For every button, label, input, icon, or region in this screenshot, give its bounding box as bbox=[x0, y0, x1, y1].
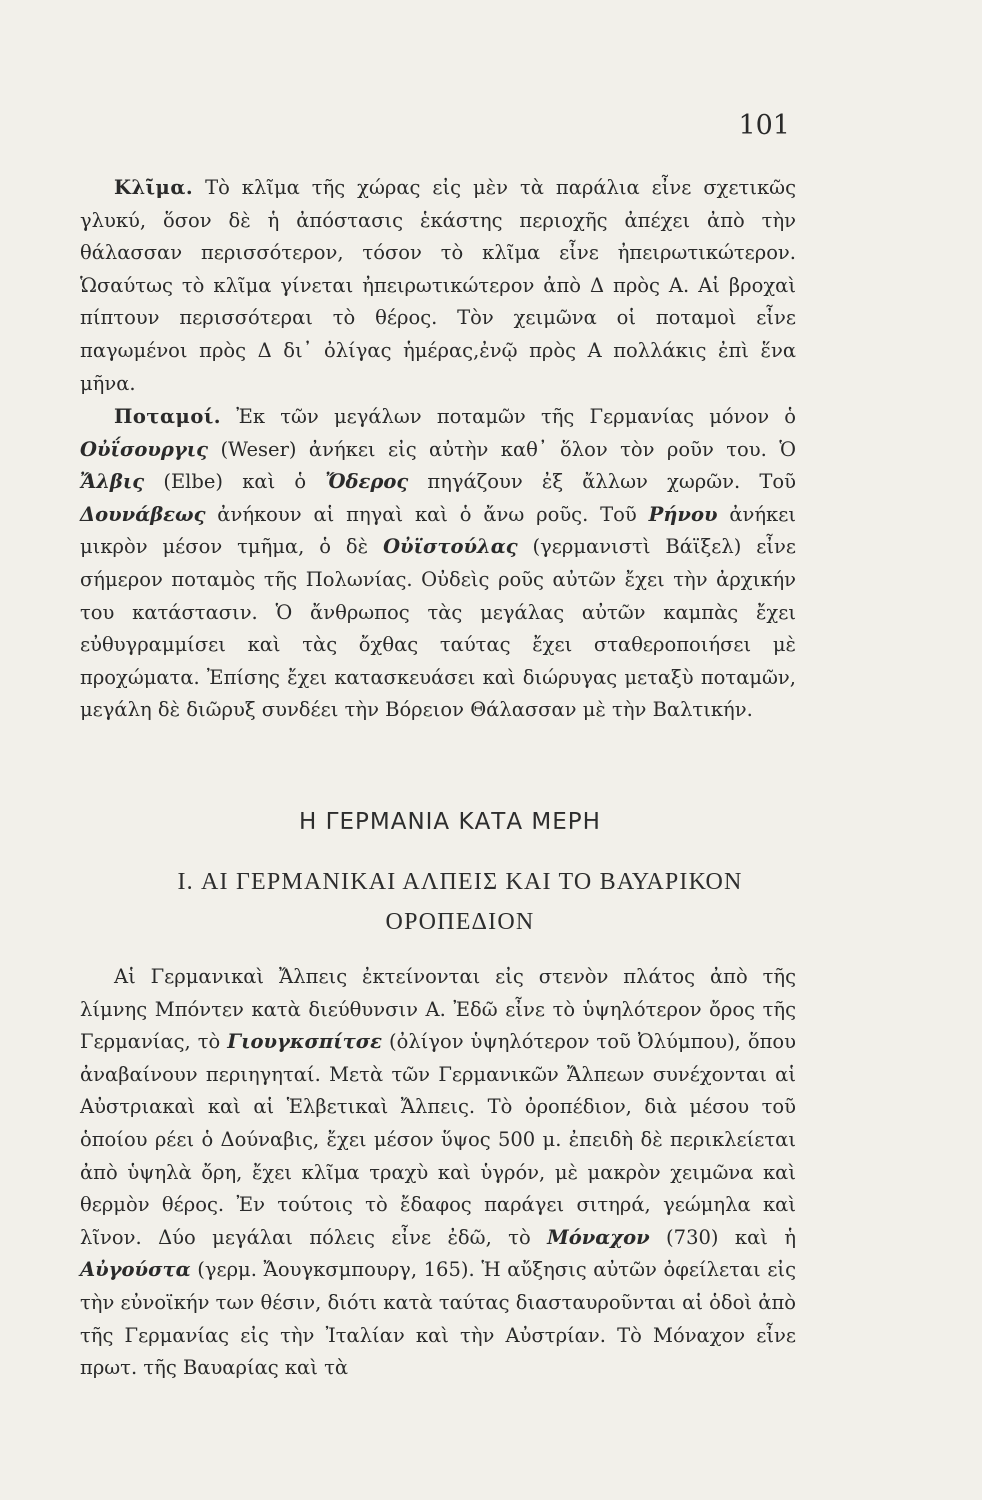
paragraph-lead-klima: Κλῖμα. bbox=[114, 176, 194, 199]
river-name-oder: Ὄδερος bbox=[325, 470, 409, 494]
paragraph-potamoi bbox=[80, 401, 796, 727]
text-run: (Elbe) καὶ ὁ bbox=[144, 470, 326, 494]
city-name-augsburg: Αὐγούστα bbox=[80, 1258, 191, 1282]
text-run: (ὀλίγον ὑψηλότερον τοῦ Ὀλύμπου), ὅπου ἀναβαίνουν περιηγηταί. Μετὰ τῶν Γερμανικῶν Ἄλπεων συνέχονται αἱ Αὐστριακαὶ καὶ αἱ Ἑλβετικαὶ Ἄλπεις. Τὸ ὀροπέδιον, διὰ μέσου τοῦ ὁποίου ρέει ὁ Δούναβις, ἔχει μέσον ὕψος 500 μ. ἐπειδὴ δὲ περικλείεται ἀπὸ ὑψηλὰ ὄρη, ἔχει κλῖμα τραχὺ καὶ ὑγρόν, μὲ μακρὸν χειμῶνα καὶ θερμὸν θέρος. Ἐν τούτοις τὸ ἔδαφος παράγει σιτηρά, γεώμηλα καὶ λῖνον. Δύο μεγάλαι πόλεις εἶνε ἐδῶ, τὸ bbox=[80, 1030, 797, 1249]
river-name-weser: Οὐΐσουργις bbox=[80, 437, 209, 461]
paragraph-alps bbox=[80, 961, 796, 1385]
mountain-name-jungspitze: Γιουγκσπίτσε bbox=[227, 1030, 382, 1054]
text-run: Ἐκ τῶν μεγάλων ποταμῶν τῆς Γερμανίας μόνον ὁ bbox=[221, 405, 796, 428]
river-name-elbe: Ἄλβις bbox=[80, 470, 145, 494]
text-run: (730) καὶ ἡ bbox=[649, 1225, 797, 1249]
text-run: ἀνήκουν αἱ πηγαὶ καὶ ὁ ἄνω ροῦς. Τοῦ bbox=[205, 502, 649, 526]
paragraph-klima bbox=[80, 172, 796, 400]
section-heading: Η ΓΕΡΜΑΝΙΑ ΚΑΤΑ ΜΕΡΗ bbox=[299, 809, 601, 835]
text-run: πηγάζουν ἐξ ἄλλων χωρῶν. Τοῦ bbox=[408, 470, 796, 494]
text-run: ἀνήκει μικρὸν μέσον τμῆμα, ὁ δὲ bbox=[80, 502, 796, 559]
subsection-heading-line-2: ΟΡΟΠΕΔΙΟΝ bbox=[385, 909, 535, 935]
text-run: Αἱ Γερμανικαὶ Ἄλπεις ἐκτείνονται εἰς στενὸν πλάτος ἀπὸ τῆς λίμνης Μπόντεν κατὰ διεύθυνσιν Α. Ἐδῶ εἶνε τὸ ὑψηλότερον ὄρος τῆς Γερμανίας, τὸ bbox=[80, 965, 796, 1054]
paragraph-lead-potamoi: Ποταμοί. bbox=[114, 405, 222, 428]
text-run: (Weser) ἀνήκει εἰς αὐτὴν καθ᾽ ὅλον τὸν ροῦν του. Ὁ bbox=[208, 437, 796, 461]
river-name-vistula: Οὐϊστούλας bbox=[383, 535, 518, 559]
river-name-rhine: Ρήνου bbox=[648, 502, 718, 526]
city-name-munich: Μόναχον bbox=[547, 1225, 650, 1249]
text-run: (γερμανιστὶ Βάϊξελ) εἶνε σήμερον ποταμὸς τῆς Πολωνίας. Οὐδεὶς ροῦς αὐτῶν ἔχει τὴν ἀρχικήν του κατάστασιν. Ὁ ἄνθρωπος τὰς μεγάλας αὐτῶν καμπὰς ἔχει εὐθυγραμμίσει καὶ τὰς ὄχθας ταύτας ἔχει σταθεροποιήσει μὲ προχώματα. Ἐπίσης ἔχει κατασκευάσει καὶ διώρυγας μεταξὺ ποταμῶν, μεγάλη δὲ διῶρυξ συνδέει τὴν Βόρειον Θάλασσαν μὲ τὴν Βαλτικήν. bbox=[80, 535, 796, 722]
paragraph-text: Τὸ κλῖμα τῆς χώρας εἰς μὲν τὰ παράλια εἶνε σχετικῶς γλυκύ, ὅσον δὲ ἡ ἀπόστασις ἑκάστης περιοχῆς ἀπέχει ἀπὸ τὴν θάλασσαν περισσότερον, τόσον τὸ κλῖμα εἶνε ἠπειρωτικώτερον. Ὡσαύτως τὸ κλῖμα γίνεται ἠπειρωτικώτερον ἀπὸ Δ πρὸς Α. Αἱ βροχαὶ πίπτουν περισσότεραι τὸ θέρος. Τὸν χειμῶνα οἱ ποταμοὶ εἶνε παγωμένοι πρὸς Δ δι᾽ ὀλίγας ἡμέρας,ἐνῷ πρὸς Α πολλάκις ἐπὶ ἕνα μῆνα. bbox=[80, 176, 796, 395]
river-name-danube: Δουνάβεως bbox=[80, 502, 206, 526]
text-run: (γερμ. Ἄουγκσμπουργ, 165). Ἡ αὔξησις αὐτῶν ὀφείλεται εἰς τὴν εὐνοϊκήν των θέσιν, διότι κατὰ ταύτας διασταυροῦνται αἱ ὁδοὶ ἀπὸ τῆς Γερμανίας εἰς τὴν Ἰταλίαν καὶ τὴν Αὐστρίαν. Τὸ Μόναχον εἶνε πρωτ. τῆς Βαυαρίας καὶ τὰ bbox=[80, 1258, 796, 1380]
subsection-heading-line-1: I. ΑΙ ΓΕΡΜΑΝΙΚΑΙ ΑΛΠΕΙΣ ΚΑΙ ΤΟ ΒΑΥΑΡΙΚΟΝ bbox=[177, 869, 743, 895]
page-number: 101 bbox=[738, 110, 790, 141]
subsection-heading bbox=[110, 862, 810, 942]
